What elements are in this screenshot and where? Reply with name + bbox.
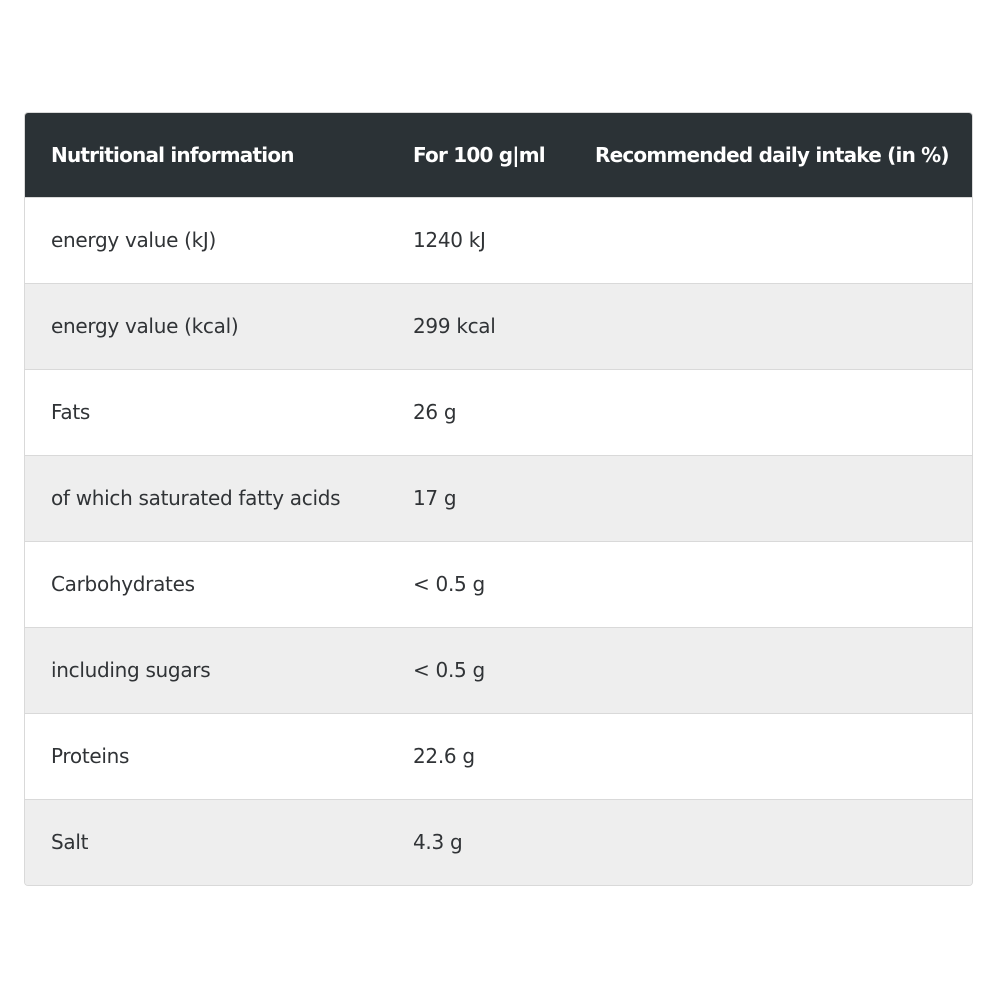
table-row — [25, 197, 972, 283]
nutrient-amount: 1240 kJ — [413, 228, 486, 252]
nutrient-name: Carbohydrates — [51, 572, 195, 596]
nutrient-name: including sugars — [51, 658, 211, 682]
nutrient-amount: 17 g — [413, 486, 457, 510]
nutrient-amount: 26 g — [413, 400, 457, 424]
nutrition-table — [25, 113, 972, 885]
nutrient-name: energy value (kcal) — [51, 314, 239, 338]
nutrient-rdi — [571, 541, 972, 627]
header-per-100: For 100 g|ml — [413, 142, 545, 167]
header-recommended-daily-intake: Recommended daily intake (in %) — [595, 142, 949, 167]
table-row — [25, 713, 972, 799]
nutrient-amount: < 0.5 g — [413, 572, 485, 596]
nutrient-amount: 299 kcal — [413, 314, 496, 338]
nutrient-rdi — [571, 713, 972, 799]
nutrient-rdi — [571, 283, 972, 369]
nutrient-rdi — [571, 627, 972, 713]
nutrient-rdi — [571, 455, 972, 541]
nutrient-name: energy value (kJ) — [51, 228, 217, 252]
header-row — [25, 113, 972, 197]
nutrient-name: Fats — [51, 400, 90, 424]
nutrient-amount: 22.6 g — [413, 744, 475, 768]
nutrient-rdi — [571, 197, 972, 283]
header-nutritional-information: Nutritional information — [51, 142, 294, 167]
nutrient-name: Proteins — [51, 744, 130, 768]
table-row — [25, 283, 972, 369]
nutrient-rdi — [571, 369, 972, 455]
nutrient-name: Salt — [51, 830, 89, 855]
table-row — [25, 799, 972, 885]
table-row — [25, 455, 972, 541]
table-row — [25, 541, 972, 627]
table-row — [25, 627, 972, 713]
nutrient-amount: < 0.5 g — [413, 658, 485, 682]
nutrient-amount: 4.3 g — [413, 830, 463, 855]
nutrition-table-container — [24, 112, 973, 886]
table-row — [25, 369, 972, 455]
nutrient-name: of which saturated fatty acids — [51, 486, 341, 510]
table-body — [25, 197, 972, 885]
table-header — [25, 113, 972, 197]
nutrient-rdi — [571, 799, 972, 885]
